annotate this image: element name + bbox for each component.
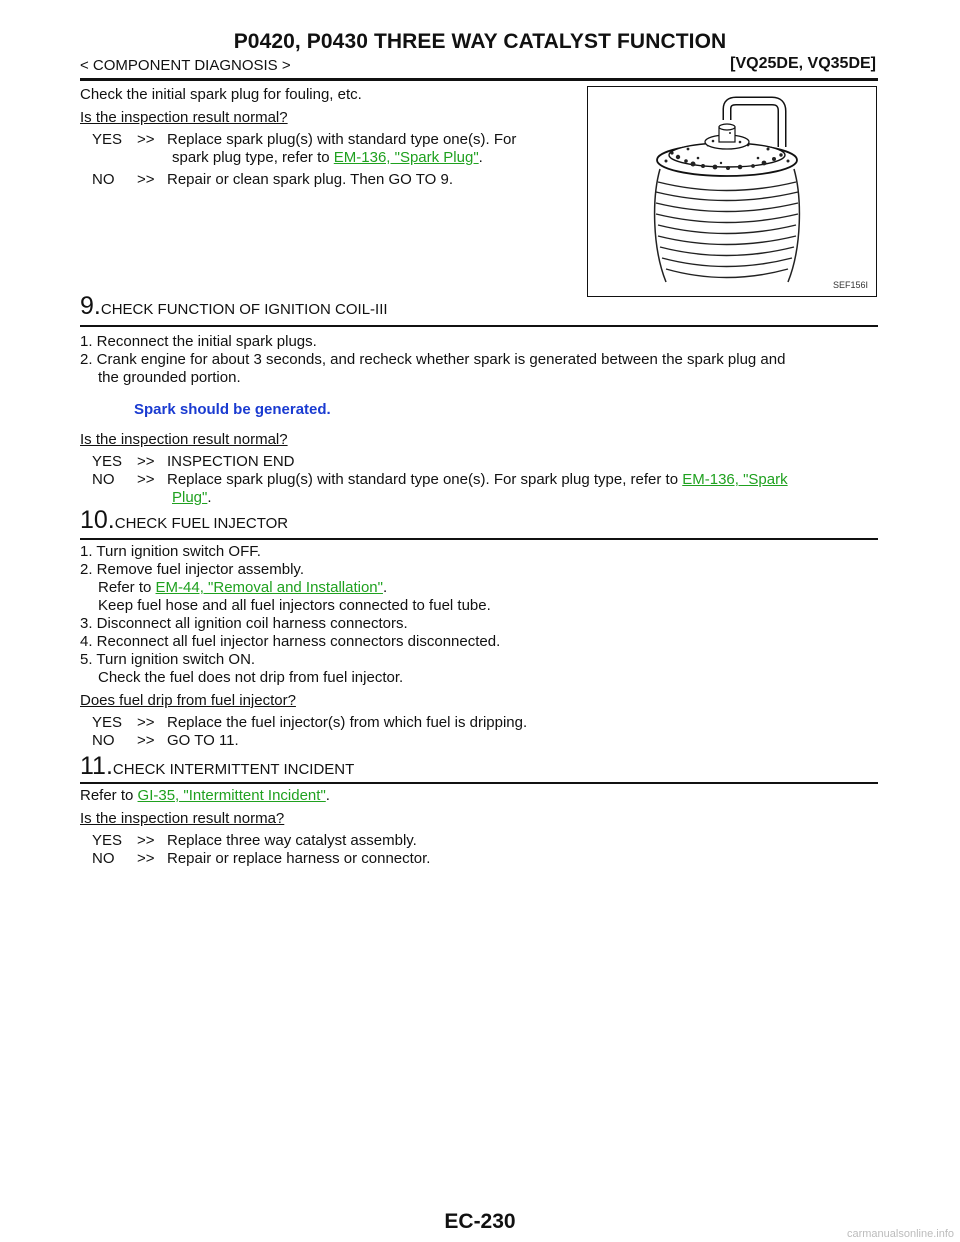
no-label: NO [92, 171, 115, 188]
step-9-spec: Spark should be generated. [134, 401, 331, 418]
step-10-item-4: 4. Reconnect all fuel injector harness connectors disconnected. [80, 633, 501, 650]
step-10-yes [92, 714, 527, 732]
step-10-item-5-note: Check the fuel does not drip from fuel injector. [98, 669, 404, 686]
yes-label: YES [92, 453, 123, 470]
page-number: EC-230 [444, 1210, 516, 1233]
yes-label: YES [92, 131, 123, 148]
ref-text: Refer to [98, 579, 152, 596]
step-11-heading [80, 752, 354, 781]
no-text: Replace spark plug(s) with standard type one(s). For spark plug type, refer to [167, 471, 679, 488]
arrow: >> [137, 131, 155, 148]
no-label: NO [92, 732, 115, 749]
arrow: >> [137, 453, 155, 470]
step-9-item-2-cont: the grounded portion. [98, 369, 241, 386]
yes-text: INSPECTION END [167, 453, 295, 470]
step-10-item-3: 3. Disconnect all ignition coil harness connectors. [80, 615, 408, 632]
step-11-question: Is the inspection result norma? [80, 810, 285, 827]
yes-label: YES [92, 832, 123, 849]
step-11-yes [92, 832, 417, 850]
step-title: CHECK FUEL INJECTOR [114, 515, 289, 532]
step-10-question: Does fuel drip from fuel injector? [80, 692, 296, 709]
spark-plug-link[interactable]: EM-136, "Spark Plug" [333, 149, 479, 166]
step-9-no-cont: Plug". [172, 489, 212, 506]
intro-question: Is the inspection result normal? [80, 109, 288, 126]
step-11-ref: Refer to GI-35, "Intermittent Incident". [80, 787, 330, 804]
intro-yes-cont: spark plug type, refer to EM-136, "Spark Plug". [172, 149, 483, 166]
spark-plug-illustration-icon [588, 87, 875, 295]
no-label: NO [92, 850, 115, 867]
step-number: 11. [80, 752, 113, 780]
arrow: >> [137, 732, 155, 749]
ref-text: Refer to [80, 787, 134, 804]
step-10-rule [80, 538, 878, 540]
step-number: 9. [80, 292, 101, 320]
step-9-item-1: 1. Reconnect the initial spark plugs. [80, 333, 317, 350]
step-title: CHECK INTERMITTENT INCIDENT [112, 761, 355, 778]
no-label: NO [92, 471, 115, 488]
step-10-no [92, 732, 239, 750]
step-9-rule [80, 325, 878, 327]
step-9-yes [92, 453, 295, 471]
yes-text: Replace three way catalyst assembly. [167, 832, 417, 849]
breadcrumb: < COMPONENT DIAGNOSIS > [80, 57, 291, 74]
header-rule [80, 78, 878, 81]
step-9-no [92, 471, 788, 489]
arrow: >> [137, 832, 155, 849]
spark-plug-link-cont[interactable]: Plug" [172, 489, 208, 506]
no-text: Repair or replace harness or connector. [167, 850, 431, 867]
intro-line: Check the initial spark plug for fouling, etc. [80, 86, 362, 103]
step-number: 10. [80, 506, 115, 534]
step-11-no [92, 850, 430, 868]
step-10-heading [80, 506, 288, 535]
step-10-item-2: 2. Remove fuel injector assembly. [80, 561, 304, 578]
step-10-item-2-ref: Refer to EM-44, "Removal and Installation". [98, 579, 388, 596]
no-text: Repair or clean spark plug. Then GO TO 9. [167, 171, 453, 188]
page-title: P0420, P0430 THREE WAY CATALYST FUNCTION [233, 30, 727, 53]
removal-installation-link[interactable]: EM-44, "Removal and Installation" [155, 579, 383, 596]
yes-label: YES [92, 714, 123, 731]
figure-code: SEF156I [832, 280, 868, 290]
yes-text: Replace the fuel injector(s) from which fuel is dripping. [167, 714, 528, 731]
intermittent-incident-link[interactable]: GI-35, "Intermittent Incident" [137, 787, 326, 804]
no-text: GO TO 11. [167, 732, 239, 749]
arrow: >> [137, 171, 155, 188]
step-10-item-5: 5. Turn ignition switch ON. [80, 651, 256, 668]
arrow: >> [137, 850, 155, 867]
spark-plug-link[interactable]: EM-136, "Spark [682, 471, 788, 488]
step-9-heading [80, 292, 388, 321]
step-10-item-2-note: Keep fuel hose and all fuel injectors connected to fuel tube. [98, 597, 491, 614]
step-10-item-1: 1. Turn ignition switch OFF. [80, 543, 261, 560]
step-title: CHECK FUNCTION OF IGNITION COIL-III [100, 301, 388, 318]
engine-model: [VQ25DE, VQ35DE] [730, 55, 876, 72]
step-9-item-2: 2. Crank engine for about 3 seconds, and recheck whether spark is generated between the spark plug and [80, 351, 786, 368]
yes-text: Replace spark plug(s) with standard type one(s). For [167, 131, 517, 148]
arrow: >> [137, 471, 155, 488]
intro-yes [92, 131, 516, 149]
spark-plug-figure [587, 86, 877, 297]
watermark: carmanualsonline.info [846, 1228, 954, 1240]
step-9-question: Is the inspection result normal? [80, 431, 288, 448]
yes-text-cont: spark plug type, refer to [172, 149, 330, 166]
intro-no [92, 171, 453, 189]
step-11-rule [80, 782, 878, 784]
arrow: >> [137, 714, 155, 731]
